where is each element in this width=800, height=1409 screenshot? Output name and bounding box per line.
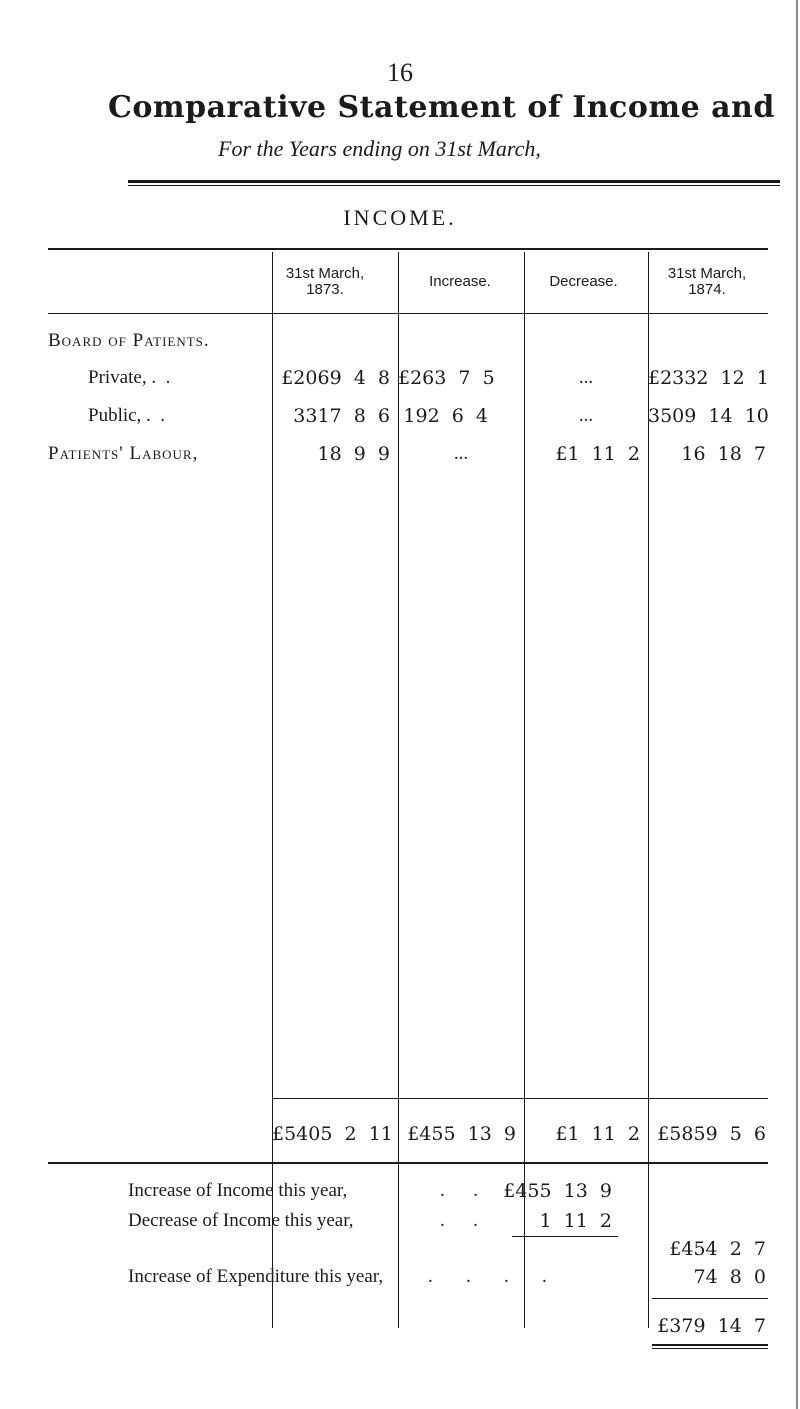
row-public-decrease: ... [578, 405, 594, 426]
total-1874: £5859 5 6 [657, 1123, 766, 1145]
summary-increase-income-value: £455 13 9 [503, 1180, 612, 1202]
page-subtitle: For the Years ending on 31st March, [218, 136, 541, 161]
row-private-1874: £2332 12 1 [648, 367, 769, 389]
page-edge-mark [796, 0, 798, 1409]
column-header-1873: 31st March, 1873. [285, 265, 365, 298]
row-label-public: Public, . . [88, 405, 166, 426]
total-decrease: £1 11 2 [555, 1123, 640, 1145]
row-label-patients-labour: Patients' Labour, [48, 443, 199, 464]
total-1873: £5405 2 11 [272, 1123, 393, 1145]
summary-increase-expenditure-label: Increase of Expenditure this year, [128, 1266, 384, 1287]
total-increase: £455 13 9 [407, 1123, 516, 1145]
row-labour-1874: 16 18 7 [681, 443, 766, 465]
row-label-private: Private, . . [88, 367, 171, 388]
table-top-rule [48, 248, 768, 250]
summary-double-rule-2 [652, 1348, 768, 1349]
summary-dots-3: . . . . [428, 1266, 547, 1287]
totals-top-rule [272, 1098, 768, 1099]
summary-increase-income-label: Increase of Income this year, [128, 1180, 348, 1201]
summary-net-income-value: £454 2 7 [669, 1238, 766, 1260]
summary-decrease-income-value: 1 11 2 [539, 1210, 612, 1232]
summary-rule-1 [512, 1236, 618, 1237]
row-public-1874: 3509 14 10 [648, 405, 769, 427]
row-private-increase: £263 7 5 [398, 367, 495, 389]
section-heading: INCOME. [343, 205, 457, 230]
column-header-decrease: Decrease. [549, 273, 618, 290]
summary-decrease-income-label: Decrease of Income this year, [128, 1210, 354, 1231]
group-label: Board of Patients. [48, 330, 210, 351]
column-header-increase: Increase. [429, 273, 491, 290]
row-public-increase: 192 6 4 [403, 405, 488, 427]
page-number: 16 [387, 58, 413, 87]
row-private-decrease: ... [578, 367, 594, 388]
header-rule-thick [128, 180, 780, 183]
summary-double-rule-1 [652, 1344, 768, 1346]
row-public-1873: 3317 8 6 [293, 405, 390, 427]
summary-final-value: £379 14 7 [657, 1315, 766, 1337]
header-rule-thin [128, 185, 780, 186]
column-header-1874: 31st March, 1874. [667, 265, 747, 298]
page-title: Comparative Statement of Income and [108, 90, 775, 125]
summary-dots-1: . . [440, 1180, 478, 1201]
summary-increase-expenditure-value: 74 8 0 [693, 1266, 766, 1288]
header-bottom-rule [48, 313, 768, 314]
row-labour-1873: 18 9 9 [317, 443, 390, 465]
row-labour-decrease: £1 11 2 [555, 443, 640, 465]
summary-dots-2: . . [440, 1210, 478, 1231]
row-private-1873: £2069 4 8 [281, 367, 390, 389]
summary-rule-2 [652, 1298, 768, 1299]
table-bottom-rule [48, 1162, 768, 1164]
row-labour-increase: ... [453, 443, 469, 464]
